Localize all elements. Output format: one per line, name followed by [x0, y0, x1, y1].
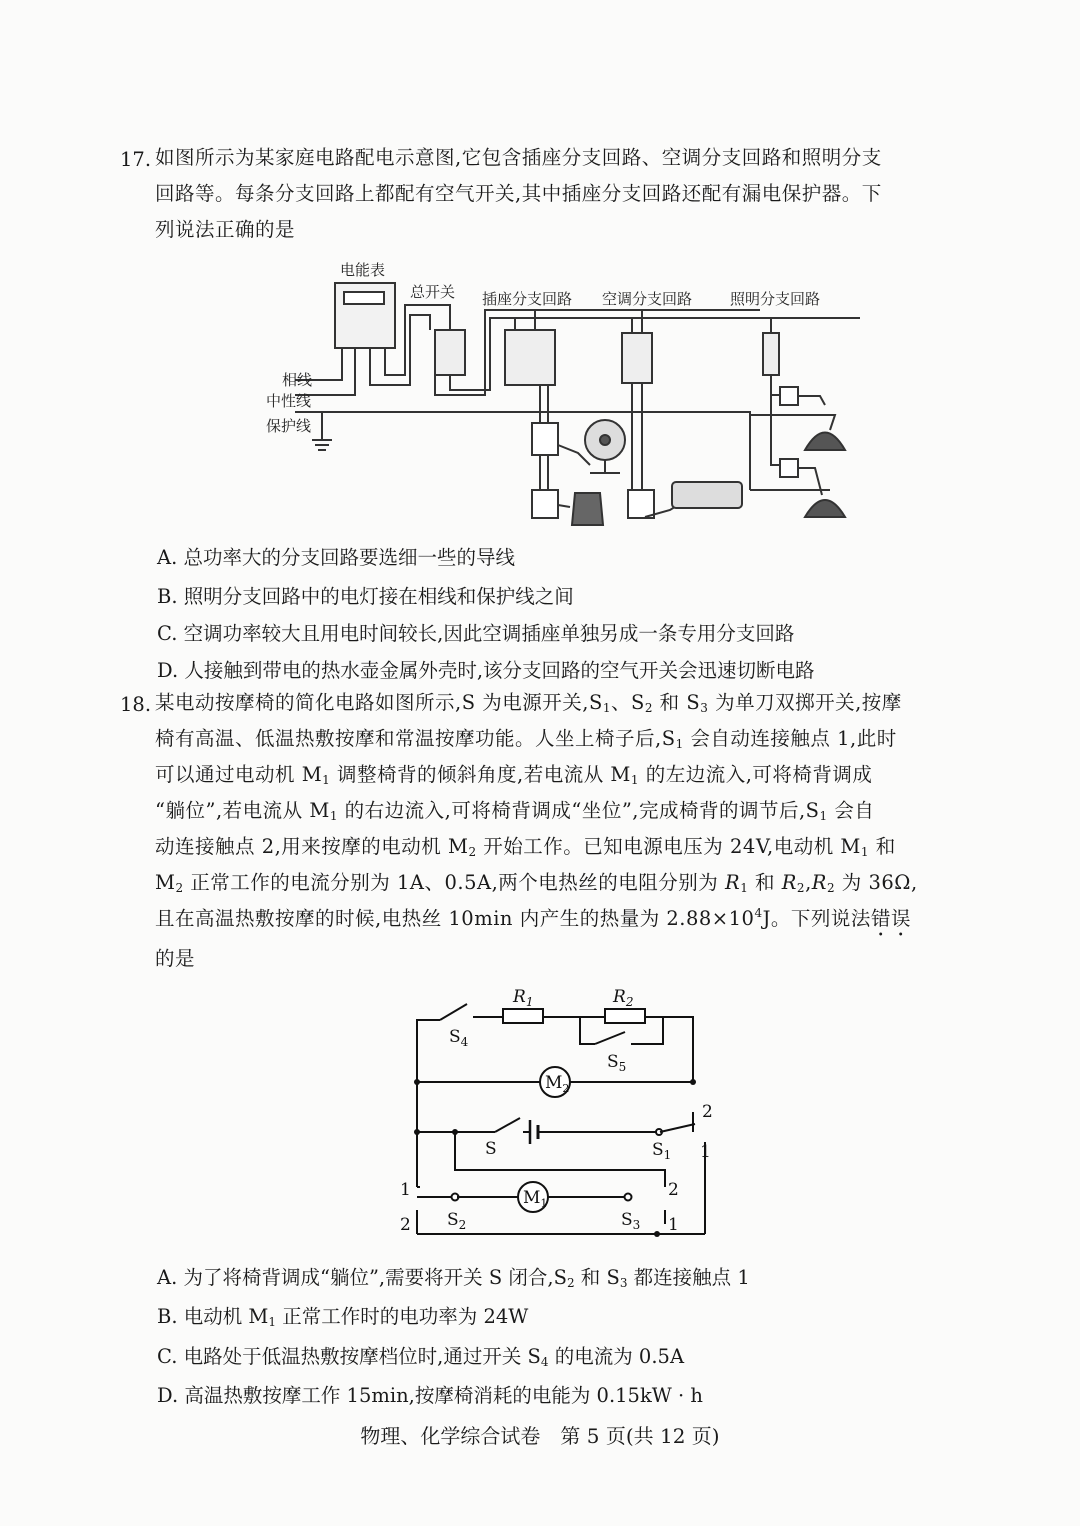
- s4-subscript: 4: [540, 1355, 549, 1369]
- svg-text:S3: $S_3$: [621, 1210, 641, 1232]
- svg-text:S: S: [485, 1139, 497, 1159]
- ground-wire-label: 保护线: [266, 417, 312, 435]
- svg-text:S1: $S_1$: [652, 1140, 672, 1162]
- question-17-stem: [155, 140, 975, 248]
- q18-option-d: D. 高温热敷按摩工作 15min,按摩椅消耗的电能为 0.15kW · h: [157, 1384, 703, 1407]
- question-18-number: 18.: [120, 693, 152, 716]
- emphasized-wrong: 错误: [870, 907, 911, 930]
- svg-text:1: 1: [668, 1215, 679, 1235]
- main-switch-label: 总开关: [410, 283, 456, 301]
- svg-text:2: 2: [702, 1102, 713, 1122]
- q17-stem-line3: 列说法正确的是: [155, 218, 296, 241]
- svg-text:2: 2: [668, 1180, 679, 1200]
- svg-text:R1: $R_1$: [513, 987, 534, 1009]
- q18-option-c: C. 电路处于低温热敷按摩档位时,通过开关 $S_4$ 的电流为 0.5A: [157, 1345, 685, 1369]
- household-circuit-figure: [260, 255, 860, 530]
- ac-branch-breaker-icon: [622, 333, 652, 383]
- resistor-r2: [605, 1009, 645, 1023]
- svg-text:S5: $S_5$: [607, 1052, 627, 1074]
- q18-option-a: A. 为了将椅背调成“躺位”,需要将开关 S 闭合$,S_2$ 和 $S_3$ 都连接触点 1: [157, 1266, 750, 1290]
- socket-branch-breaker-icon: [505, 330, 555, 385]
- svg-text:2: 2: [400, 1215, 411, 1235]
- q17-stem-line2: 回路等。每条分支回路上都配有空气开关,其中插座分支回路还配有漏电保护器。下: [155, 182, 882, 205]
- light-switch-2-icon: [780, 459, 798, 477]
- q17-option-d: D. 人接触到带电的热水壶金属外壳时,该分支回路的空气开关会迅速切断电路: [157, 659, 815, 682]
- svg-text:M1: $M_1$: [523, 1188, 548, 1210]
- light-switch-1-icon: [780, 387, 798, 405]
- svg-text:1: 1: [700, 1142, 711, 1162]
- q17-stem-line1: 如图所示为某家庭电路配电示意图,它包含插座分支回路、空调分支回路和照明分支: [155, 146, 882, 169]
- kettle-icon: [572, 493, 603, 525]
- question-18-stem: 某电动按摩椅的简化电路如图所示,S 为电源开关$,S_1$、$S_2$ 和 $S_3$ 为单刀双掷开关,按摩 椅有高温、低温热敷按摩和常温按摩功能。人坐上椅子后$,S_1$ 会自动连接触点 1,此时 可以通过电动机 $M_1$ 调整椅背的倾斜角度,若电流从 $M_1$ 的左边流入,可将椅背调成 “躺位”,若电流从 $M_1$ 的右边流入,可将椅背调成“坐位”,完成椅背的调节后$,S_1$ 会自 动连接触点 2,用来按摩的电动机 $M_2$ 开始工作。已知电源电压为 24V,电动机 $M_1$ 和 $M_2$ 正常工作的电流分别为 1A、0.5A,两个电热丝的电阻分别为 $R_1$ 和 $R_2,R_2$ 为 36Ω, 且在高温热敷按摩的时候,电热丝 10min 内产生的热量为 $2.88\times 10^4J$。下列说法错误 的是: [155, 691, 918, 970]
- wall-switch-socket-icon: [532, 423, 558, 455]
- svg-text:R2: $R_2$: [613, 987, 634, 1009]
- lighting-branch-breaker-icon: [763, 333, 779, 375]
- resistor-r1: [503, 1009, 543, 1023]
- meter-label: 电能表: [340, 261, 386, 279]
- socket-branch-label: 插座分支回路: [482, 290, 573, 308]
- question-17-number: 17.: [120, 148, 152, 171]
- q17-option-b: B. 照明分支回路中的电灯接在相线和保护线之间: [157, 585, 574, 608]
- svg-text:M2: $M_2$: [545, 1073, 570, 1095]
- ac-branch-label: 空调分支回路: [602, 290, 693, 308]
- lamp-2-icon: [805, 500, 845, 517]
- q17-option-c: C. 空调功率较大且用电时间较长,因此空调插座单独另成一条专用分支回路: [157, 622, 795, 645]
- main-switch-icon: [435, 330, 465, 375]
- q18-option-b: B. 电动机 $M_1$ 正常工作时的电功率为 24W: [157, 1305, 529, 1329]
- massage-chair-circuit: [395, 982, 725, 1252]
- svg-text:1: 1: [400, 1180, 411, 1200]
- phase-wire-label: 相线: [282, 371, 313, 389]
- air-conditioner-icon: [672, 482, 742, 508]
- ac-socket-icon: [628, 490, 654, 518]
- page-footer: 物理、化学综合试卷 第 5 页(共 12 页): [360, 1424, 720, 1448]
- neutral-wire-label: 中性线: [266, 392, 312, 410]
- kettle-socket-icon: [532, 490, 558, 518]
- light-branch-label: 照明分支回路: [730, 290, 821, 308]
- svg-text:S2: $S_2$: [447, 1210, 467, 1232]
- svg-text:S4: $S_4$: [449, 1027, 469, 1049]
- q17-option-a: A. 总功率大的分支回路要选细一些的导线: [157, 546, 515, 569]
- lamp-1-icon: [805, 433, 845, 451]
